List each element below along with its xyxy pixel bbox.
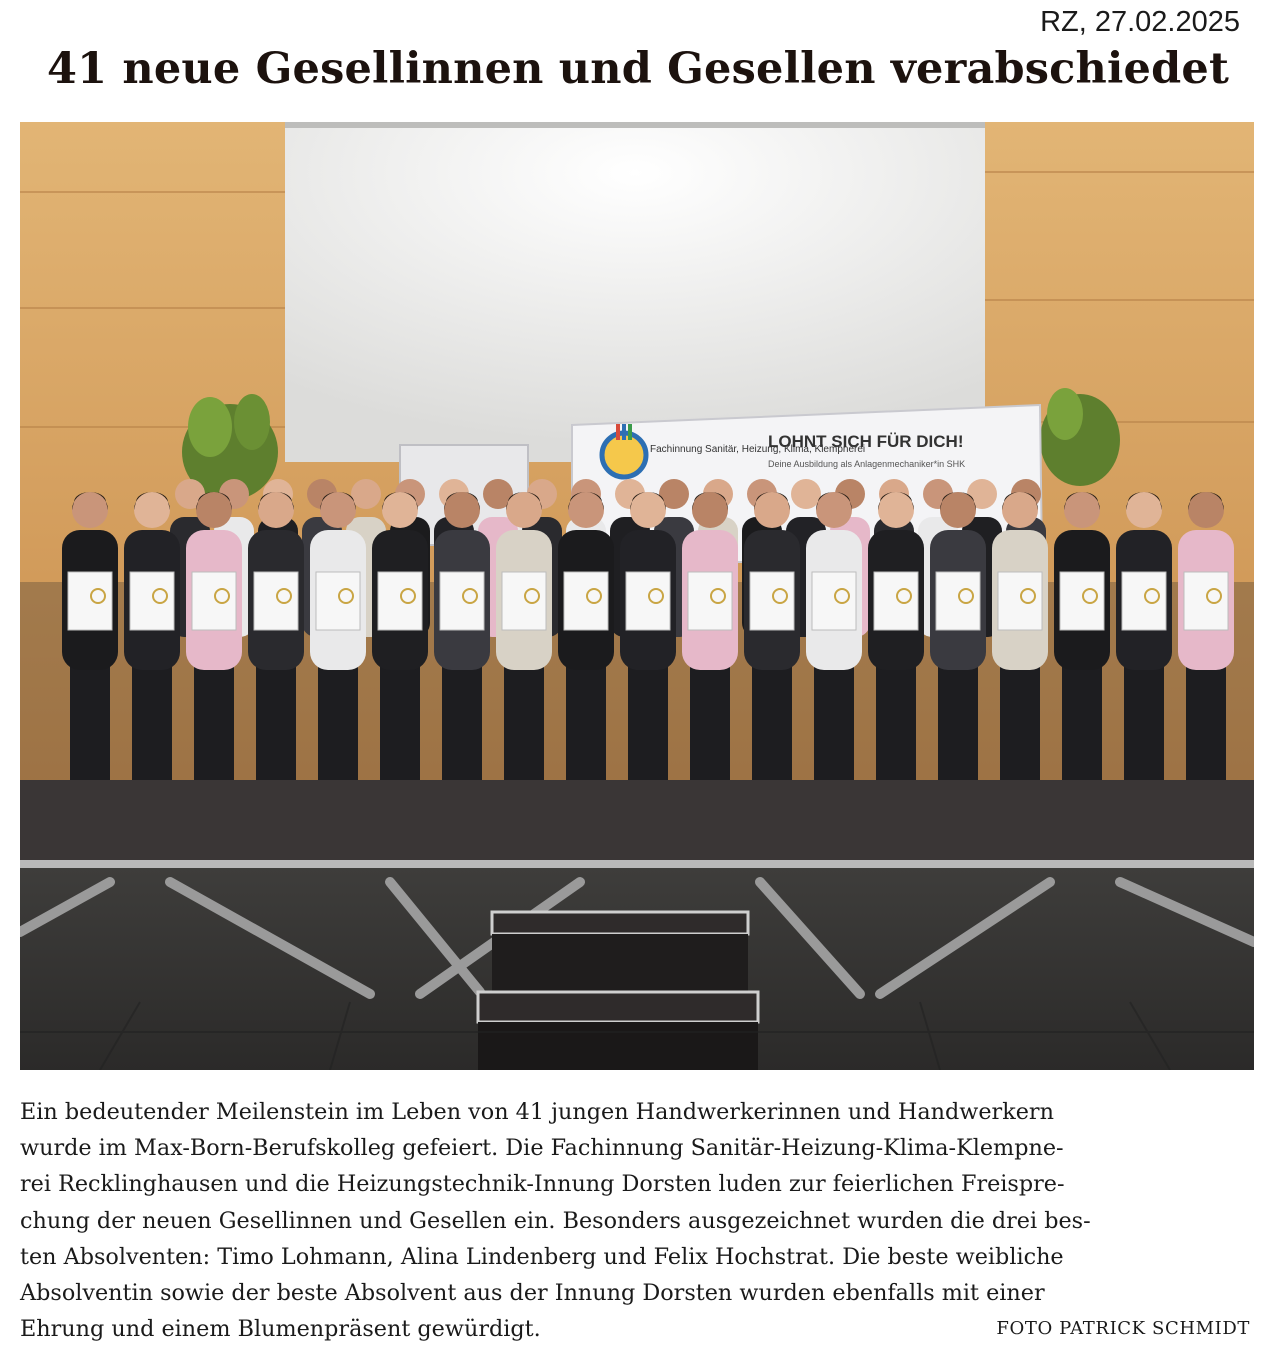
certificate — [1184, 572, 1228, 630]
person-head — [444, 492, 480, 528]
person-head — [630, 492, 666, 528]
caption-line: Ein bedeutender Meilenstein im Leben von 41 jungen Handwerkerinnen und Handwerkern — [20, 1099, 1054, 1125]
certificate — [378, 572, 422, 630]
person-head — [72, 492, 108, 528]
caption-line: rei Recklinghausen und die Heizungstechnik-Innung Dorsten luden zur feierlichen Freispre- — [20, 1171, 1065, 1198]
person-legs — [504, 662, 544, 792]
certificate — [192, 572, 236, 630]
person-head — [940, 492, 976, 528]
person-head — [1126, 492, 1162, 528]
caption-line: chung der neuen Gesellinnen und Gesellen ein. Besonders ausgezeichnet wurden die drei bes- — [20, 1207, 1091, 1234]
certificate — [874, 572, 918, 630]
banner-org-text: Fachinnung Sanitär, Heizung, Klima, Klempnerei — [650, 444, 866, 455]
person-legs — [132, 662, 172, 792]
person-legs — [442, 662, 482, 792]
person-legs — [318, 662, 358, 792]
person-legs — [814, 662, 854, 792]
caption-line: ten Absolventen: Timo Lohmann, Alina Lindenberg und Felix Hochstrat. Die beste weibliche — [20, 1243, 1064, 1270]
certificate — [936, 572, 980, 630]
person-legs — [938, 662, 978, 792]
certificate — [440, 572, 484, 630]
person-head — [1188, 492, 1224, 528]
certificate — [998, 572, 1042, 630]
person-legs — [876, 662, 916, 792]
certificate — [254, 572, 298, 630]
person-head — [258, 492, 294, 528]
certificate — [688, 572, 732, 630]
certificate — [130, 572, 174, 630]
person-back-head — [351, 479, 381, 509]
person-legs — [752, 662, 792, 792]
person-head — [506, 492, 542, 528]
person-legs — [194, 662, 234, 792]
certificate — [750, 572, 794, 630]
person-head — [1002, 492, 1038, 528]
person-head — [568, 492, 604, 528]
person-head — [320, 492, 356, 528]
stage-floor — [20, 780, 1254, 862]
person-legs — [70, 662, 110, 792]
banner-title-text: LOHNT SICH FÜR DICH! — [768, 432, 964, 451]
certificate — [812, 572, 856, 630]
person-legs — [1062, 662, 1102, 792]
caption-line: Absolventin sowie der beste Absolvent aus der Innung Dorsten wurden ebenfalls mit einer — [20, 1280, 1045, 1307]
person-legs — [566, 662, 606, 792]
person-legs — [628, 662, 668, 792]
caption-line: wurde im Max-Born-Berufskolleg gefeiert. Die Fachinnung Sanitär-Heizung-Klima-Klempne- — [20, 1135, 1064, 1162]
person-head — [134, 492, 170, 528]
photo-credit: FOTO PATRICK SCHMIDT — [996, 1318, 1250, 1339]
person-head — [754, 492, 790, 528]
dateline: RZ, 27.02.2025 — [1040, 6, 1240, 38]
person-legs — [380, 662, 420, 792]
person-head — [692, 492, 728, 528]
person-head — [1064, 492, 1100, 528]
certificate — [1060, 572, 1104, 630]
person-legs — [690, 662, 730, 792]
person-legs — [1000, 662, 1040, 792]
caption-line: Ehrung und einem Blumenpräsent gewürdigt. — [20, 1316, 541, 1343]
certificate — [68, 572, 112, 630]
stage-steps — [478, 912, 758, 1070]
person-legs — [1124, 662, 1164, 792]
photo-caption — [20, 1094, 1254, 1347]
person-head — [382, 492, 418, 528]
certificate — [1122, 572, 1166, 630]
person-legs — [256, 662, 296, 792]
person-legs — [1186, 662, 1226, 792]
person-head — [878, 492, 914, 528]
group-photo — [20, 122, 1254, 1070]
banner-subtitle-text: Deine Ausbildung als Anlagenmechaniker*in SHK — [768, 459, 966, 469]
person-head — [196, 492, 232, 528]
certificate — [502, 572, 546, 630]
person-back-head — [791, 479, 821, 509]
certificate — [626, 572, 670, 630]
headline: 41 neue Gesellinnen und Gesellen verabschiedet — [46, 44, 1230, 94]
certificate — [564, 572, 608, 630]
certificate — [316, 572, 360, 630]
person-head — [816, 492, 852, 528]
